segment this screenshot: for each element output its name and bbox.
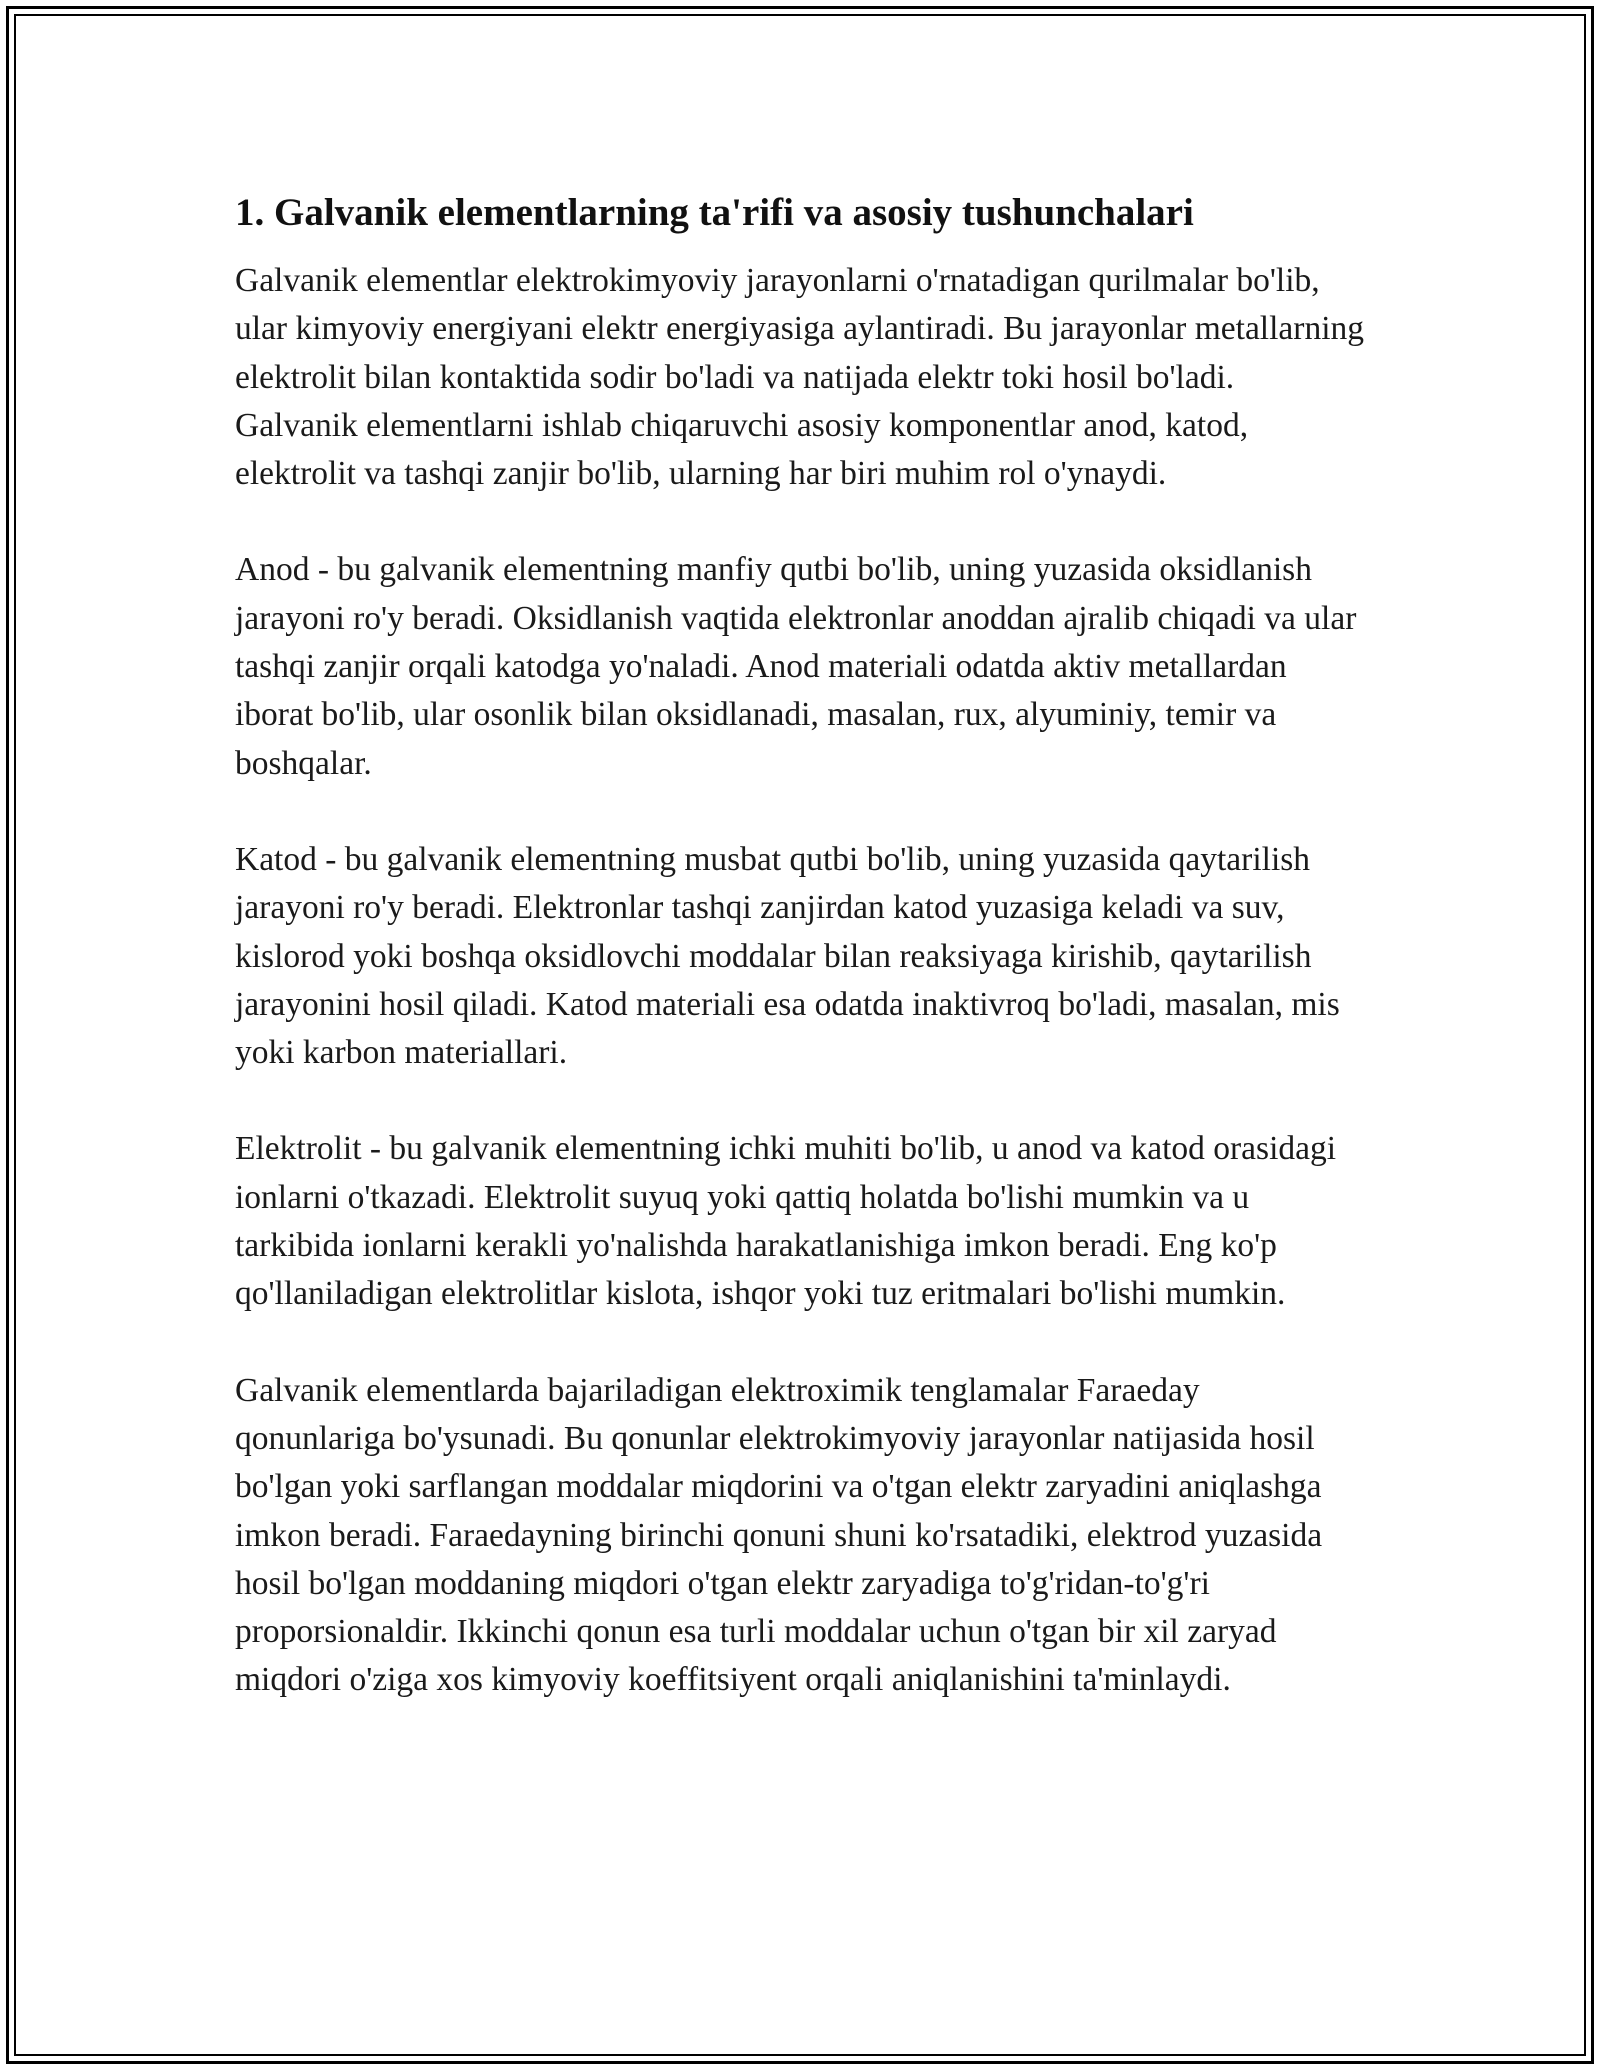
paragraph-faraday-laws: Galvanik elementlarda bajariladigan elektroximik tenglamalar Faraeday qonunlariga bo'ysunadi. Bu qonunlar elektrokimyoviy jarayonlar natijasida hosil bo'lgan yoki sarflangan moddalar miqdorini va o'tgan elektr zaryadini aniqlashga imkon beradi. Faraedayning birinchi qonuni shuni ko'rsatadiki, elektrod yuzasida hosil bo'lgan moddaning miqdori o'tgan elektr zaryadiga to'g'ridan-to'g'ri proporsionaldir. Ikkinchi qonun esa turli moddalar uchun o'tgan bir xil zaryad miqdori o'ziga xos kimyoviy koeffitsiyent orqali aniqlanishini ta'minlaydi.	[235, 1371, 1323, 1699]
paragraph-electrolyte: Elektrolit - bu galvanik elementning ichki muhiti bo'lib, u anod va katod orasidagi ionlarni o'tkazadi. Elektrolit suyuq yoki qattiq holatda bo'lishi mumkin va u tarkibida ionlarni kerakli yo'nalishda harakatlanishiga imkon beradi. Eng ko'p qo'llaniladigan elektrolitlar kislota, ishqor yoki tuz eritmalari bo'lishi mumkin.	[235, 1130, 1337, 1313]
section-heading: 1. Galvanik elementlarning ta'rifi va asosiy tushunchalari	[235, 191, 1194, 234]
paragraph-intro: Galvanik elementlar elektrokimyoviy jarayonlarni o'rnatadigan qurilmalar bo'lib, ular kimyoviy energiyani elektr energiyasiga aylantiradi. Bu jarayonlar metallarning elektrolit bilan kontaktida sodir bo'ladi va natijada elektr toki hosil bo'ladi. Galvanik elementlarni ishlab chiqaruvchi asosiy komponentlar anod, katod, elektrolit va tashqi zanjir bo'lib, ularning har biri muhim rol o'ynaydi.	[235, 262, 1365, 493]
paragraph-anode: Anod - bu galvanik elementning manfiy qutbi bo'lib, uning yuzasida oksidlanish jarayoni ro'y beradi. Oksidlanish vaqtida elektronlar anoddan ajralib chiqadi va ular tashqi zanjir orqali katodga yo'naladi. Anod materiali odatda aktiv metallardan iborat bo'lib, ular osonlik bilan oksidlanadi, masalan, rux, alyuminiy, temir va boshqalar.	[235, 551, 1357, 782]
paragraph-cathode: Katod - bu galvanik elementning musbat qutbi bo'lib, uning yuzasida qaytarilish jarayoni ro'y beradi. Elektronlar tashqi zanjirdan katod yuzasiga keladi va suv, kislorod yoki boshqa oksidlovchi moddalar bilan reaksiyaga kirishib, qaytarilish jarayonini hosil qiladi. Katod materiali esa odatda inaktivroq bo'ladi, masalan, mis yoki karbon materiallari.	[235, 840, 1340, 1072]
document-body	[235, 185, 1365, 1753]
